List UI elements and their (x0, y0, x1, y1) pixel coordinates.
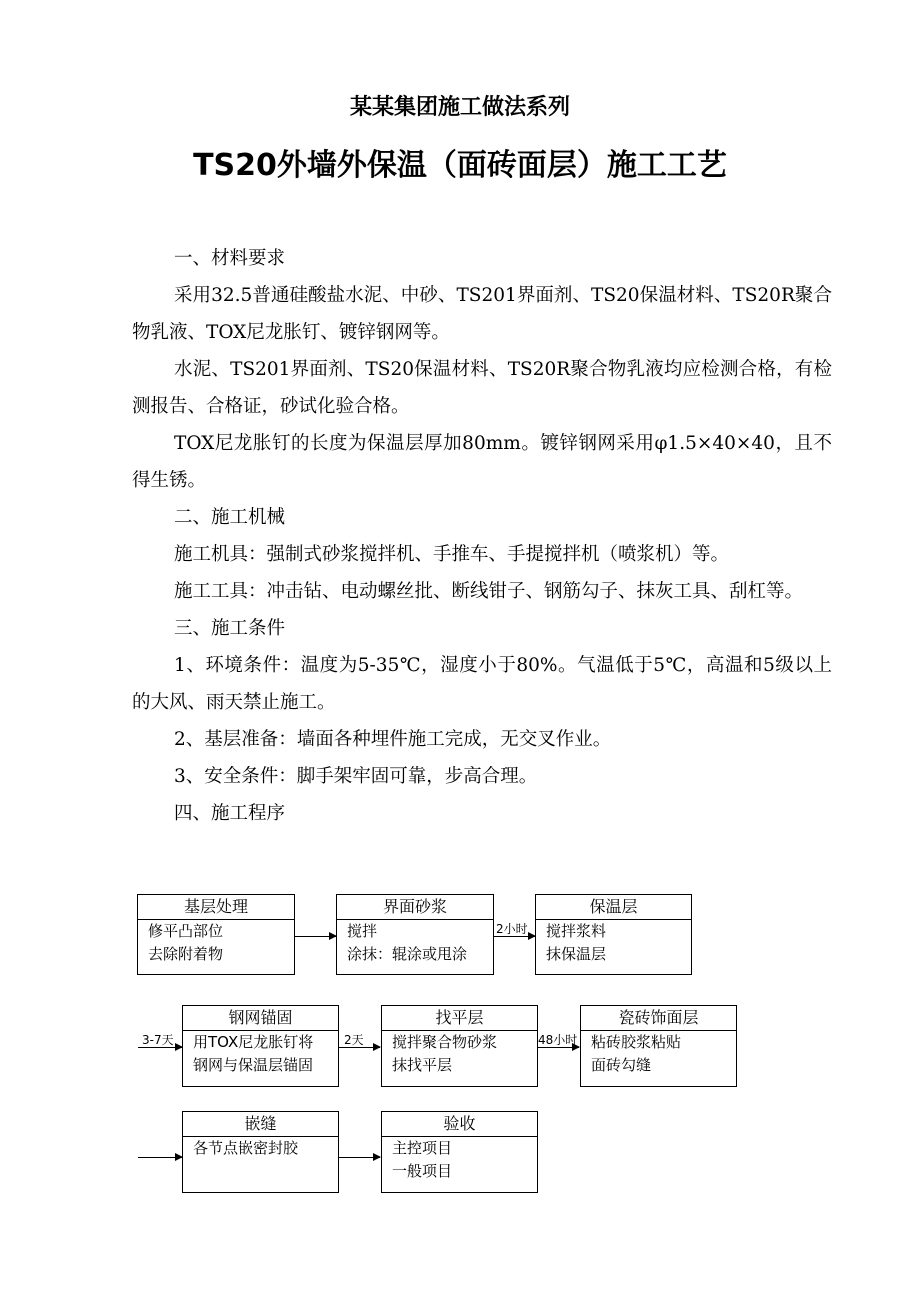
flow-box-line: 粘砖胶浆粘贴 (591, 1033, 682, 1051)
flow-box-line: 搅拌浆料 (546, 922, 607, 940)
document-body (132, 240, 832, 832)
paragraph: 水泥、TS201界面剂、TS20保温材料、TS20R聚合物乳液均应检测合格，有检测报告、合格证，砂试化验合格。 (132, 359, 832, 417)
flow-box-line: 钢网与保温层锚固 (193, 1056, 314, 1074)
flow-box-title: 找平层 (382, 1006, 537, 1031)
arrow-label: 3-7天 (142, 1033, 174, 1047)
section-heading: 二、施工机械 (174, 507, 286, 528)
flow-box-line: 各节点嵌密封胶 (193, 1139, 299, 1157)
arrow-label: 2天 (344, 1033, 364, 1047)
flow-box-title: 瓷砖饰面层 (581, 1006, 736, 1031)
flow-box-tile-finish (580, 1005, 737, 1087)
flow-box-line: 抹保温层 (546, 945, 607, 963)
flow-arrow (338, 1047, 380, 1048)
flow-box-line: 主控项目 (392, 1139, 453, 1157)
flow-box-base-treatment (137, 894, 295, 975)
flow-box-title: 基层处理 (138, 895, 294, 920)
flow-box-title: 界面砂浆 (337, 895, 493, 920)
flow-box-line: 搅拌聚合物砂浆 (392, 1033, 498, 1051)
paragraph: TOX尼龙胀钉的长度为保温层厚加80mm。镀锌钢网采用φ1.5×40×40，且不得生锈。 (132, 433, 832, 491)
paragraph: 2、基层准备：墙面各种埋件施工完成，无交叉作业。 (174, 729, 612, 750)
flow-arrow (138, 1047, 182, 1048)
paragraph: 施工工具：冲击钻、电动螺丝批、断线钳子、钢筋勾子、抹灰工具、刮杠等。 (174, 581, 804, 602)
flow-arrow (338, 1157, 380, 1158)
flow-box-acceptance (381, 1111, 538, 1193)
section-heading: 一、材料要求 (174, 248, 286, 269)
flow-box-mesh-anchoring (182, 1005, 339, 1087)
paragraph: 采用32.5普通硅酸盐水泥、中砂、TS201界面剂、TS20保温材料、TS20R聚合物乳液、TOX尼龙胀钉、镀锌钢网等。 (132, 285, 832, 343)
flow-arrow (537, 1047, 579, 1048)
paragraph: 1、环境条件：温度为5-35℃，湿度小于80%。气温低于5℃，高温和5级以上的大风、雨天禁止施工。 (132, 655, 832, 713)
flow-box-joint-sealing (182, 1111, 339, 1193)
flow-box-line: 抹找平层 (392, 1056, 453, 1074)
section-heading: 三、施工条件 (174, 618, 286, 639)
flow-box-interface-mortar (336, 894, 494, 975)
flow-box-line: 用TOX尼龙胀钉将 (193, 1033, 314, 1051)
arrow-label: 48小时 (538, 1033, 578, 1047)
flow-box-line: 搅拌 (347, 922, 378, 940)
flow-box-leveling-layer (381, 1005, 538, 1087)
arrow-label: 2小时 (496, 922, 528, 936)
flow-box-title: 验收 (382, 1112, 537, 1137)
flow-box-line: 涂抹：辊涂或甩涂 (347, 945, 468, 963)
flow-box-line: 一般项目 (392, 1162, 453, 1180)
flow-box-insulation-layer (535, 894, 692, 975)
flow-arrow (294, 936, 336, 937)
paragraph: 施工机具：强制式砂浆搅拌机、手推车、手提搅拌机（喷浆机）等。 (174, 544, 730, 565)
flow-box-line: 去除附着物 (148, 945, 224, 963)
flow-box-line: 修平凸部位 (148, 922, 224, 940)
series-title: 某某集团施工做法系列 (349, 94, 570, 120)
flow-box-title: 钢网锚固 (183, 1006, 338, 1031)
flow-arrow (493, 936, 535, 937)
paragraph: 3、安全条件：脚手架牢固可靠，步高合理。 (174, 766, 538, 787)
flow-box-title: 保温层 (536, 895, 691, 920)
section-heading: 四、施工程序 (174, 803, 286, 824)
flow-arrow (138, 1157, 182, 1158)
document-title: TS20外墙外保温（面砖面层）施工工艺 (193, 148, 727, 183)
flow-box-line: 面砖勾缝 (591, 1056, 652, 1074)
flow-box-title: 嵌缝 (183, 1112, 338, 1137)
